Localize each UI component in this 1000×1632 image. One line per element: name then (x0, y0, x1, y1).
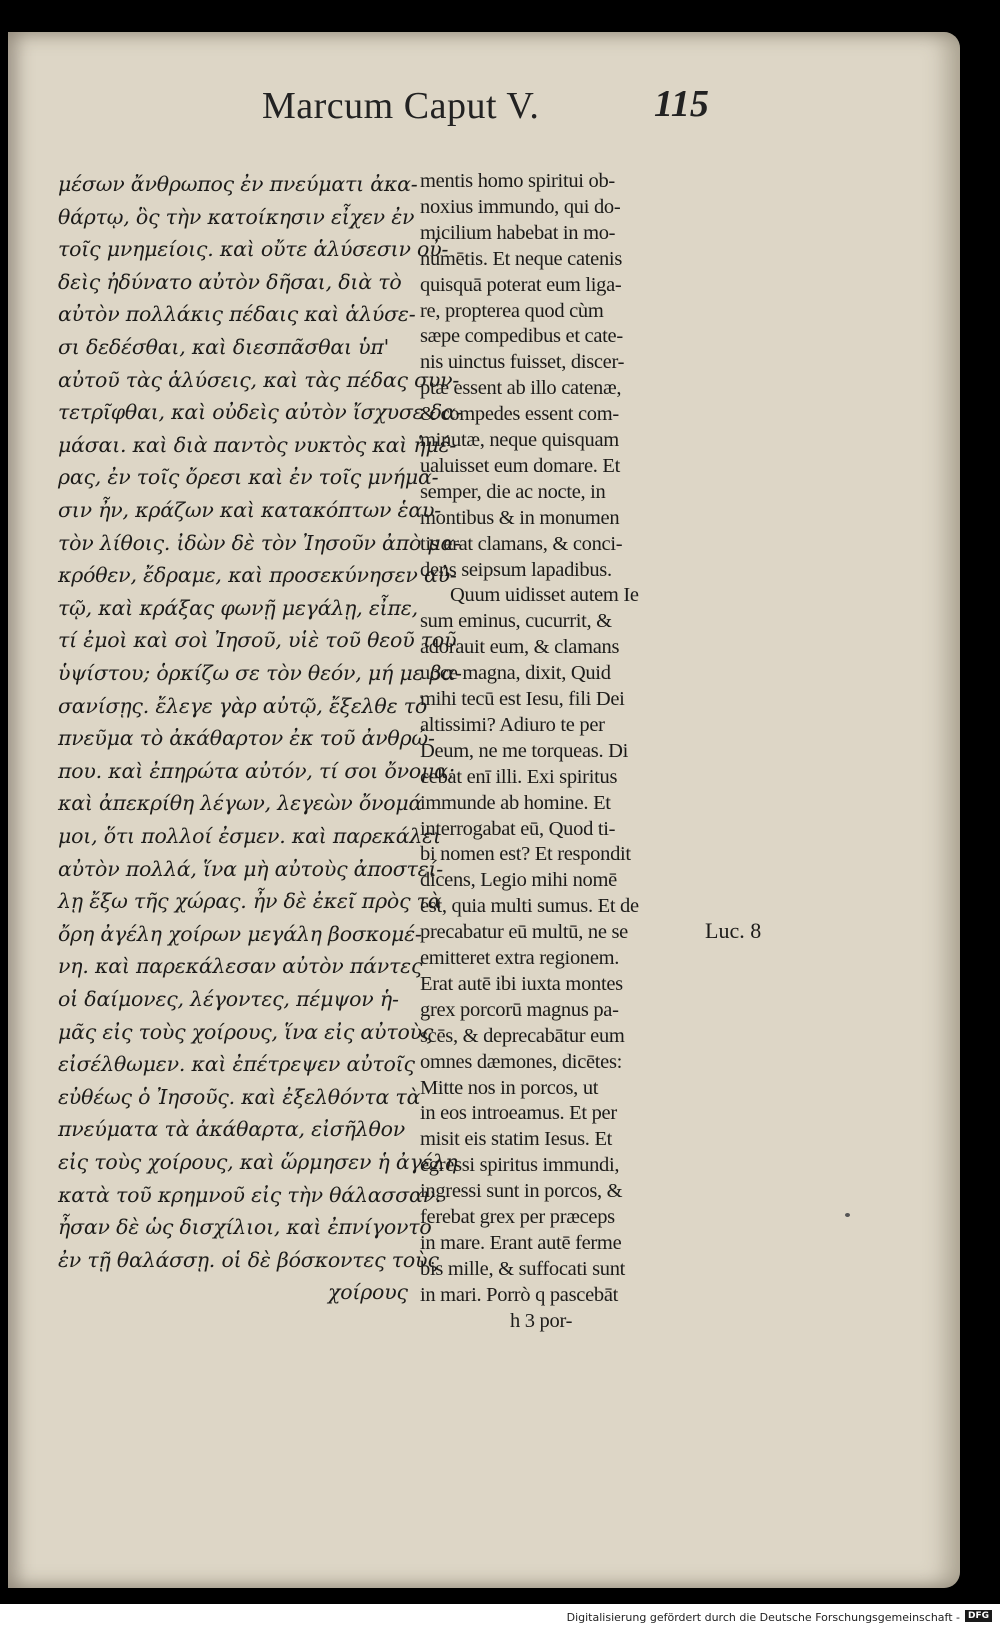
latin-line: adorauit eum, & clamans (420, 636, 620, 659)
greek-line: εἰς τοὺς χοίρους, καὶ ὥρμησεν ἡ ἀγέλη (58, 1150, 458, 1174)
latin-line: ferebat grex per præceps (420, 1206, 615, 1228)
greek-line: μέσων ἄνθρωπος ἐν πνεύματι ἀκα- (58, 172, 418, 196)
greek-line: αὐτὸν πολλά, ἵνα μὴ αὐτοὺς ἀποστεί- (58, 856, 444, 881)
greek-line: εἰσέλθωμεν. καὶ ἐπέτρεψεν αὐτοῖς (58, 1052, 415, 1077)
latin-line: & compedes essent com- (420, 403, 619, 426)
latin-line: sæpe compedibus et cate- (420, 325, 623, 348)
greek-line: εὐθέως ὁ Ἰησοῦς. καὶ ἐξελθόντα τὰ (58, 1084, 421, 1109)
latin-line: re, propterea quod cùm (420, 299, 604, 322)
greek-line: αὐτὸν πολλάκις πέδαις καὶ ἁλύσε- (58, 302, 416, 327)
latin-line: immunde ab homine. Et (420, 791, 611, 814)
latin-line: mihi tecū est Iesu, fili Dei (420, 688, 625, 710)
latin-line: noxius immundo, qui do- (420, 195, 621, 218)
running-header (262, 84, 722, 144)
greek-line: καὶ ἀπεκρίθη λέγων, λεγεὼν ὄνομά (58, 791, 423, 816)
latin-line: ptæ essent ab illo catenæ, (420, 377, 622, 400)
latin-line: bis mille, & suffocati sunt (420, 1257, 626, 1280)
greek-line: χοίρους (328, 1280, 408, 1305)
greek-line: μοι, ὅτι πολλοί ἐσμεν. καὶ παρεκάλει (58, 824, 441, 848)
greek-line: κατὰ τοῦ κρημνοῦ εἰς τὴν θάλασσαν. (58, 1182, 442, 1207)
greek-line: τῷ, καὶ κράξας φωνῇ μεγάλῃ, εἶπε, (58, 595, 418, 620)
greek-line: κρόθεν, ἔδραμε, καὶ προσεκύνησεν αὐ- (58, 563, 457, 588)
latin-line: grex porcorū magnus pa- (420, 998, 619, 1021)
latin-line: interrogabat eū, Quod ti- (420, 817, 616, 840)
ink-speck (845, 1213, 850, 1217)
latin-line: micilium habebat in mo- (420, 221, 616, 244)
running-title: Marcum Caput V. (262, 85, 540, 127)
greek-line: σιν ἦν, κράζων καὶ κατακόπτων ἑαυ- (58, 498, 441, 522)
latin-line: dens seipsum lapadibus. (420, 558, 612, 581)
latin-line: Quum uidisset autem Ie (450, 584, 639, 607)
greek-line: που. καὶ ἐπηρώτα αὐτόν, τί σοι ὄνομα; (58, 758, 455, 783)
latin-line: mentis homo spiritui ob- (420, 170, 615, 192)
margin-reference: Luc. 8 (705, 918, 762, 943)
latin-line: nis uinctus fuisset, discer- (420, 351, 625, 374)
greek-line: θάρτῳ, ὃς τὴν κατοίκησιν εἶχεν ἐν (58, 204, 415, 229)
latin-line: Deum, ne me torqueas. Di (420, 739, 628, 762)
latin-line: sum eminus, cucurrit, & (420, 610, 612, 633)
latin-line: minutæ, neque quisquam (420, 429, 619, 451)
greek-line: νη. καὶ παρεκάλεσαν αὐτὸν πάντες (58, 954, 423, 979)
latin-line: in eos introeamus. Et per (420, 1102, 617, 1125)
latin-line: uoce magna, dixit, Quid (420, 662, 611, 685)
latin-line: Mitte nos in porcos, ut (420, 1076, 599, 1099)
footer-bar (0, 1604, 1000, 1632)
funding-credit: Digitalisierung gefördert durch die Deutsche Forschungsgemeinschaft - (566, 1611, 960, 1624)
latin-line: bi nomen est? Et respondit (420, 843, 631, 866)
latin-line: ualuisset eum domare. Et (420, 454, 621, 477)
greek-line: αὐτοῦ τὰς ἁλύσεις, καὶ τὰς πέδας συν- (58, 367, 460, 392)
latin-line: emitteret extra regionem. (420, 947, 620, 969)
latin-line: altissimi? Adiuro te per (420, 713, 605, 736)
latin-line: semper, die ac nocte, in (420, 480, 606, 503)
dfg-logo: DFG (965, 1610, 992, 1622)
latin-line: tis erat clamans, & conci- (420, 532, 623, 555)
greek-line: δεὶς ἠδύνατο αὐτὸν δῆσαι, διὰ τὸ (58, 269, 402, 294)
latin-line: scēs, & deprecabātur eum (420, 1024, 625, 1047)
page-number: 115 (654, 83, 709, 125)
latin-line: numētis. Et neque catenis (420, 247, 622, 270)
greek-line: πνεύματα τὰ ἀκάθαρτα, εἰσῆλθον (58, 1117, 406, 1142)
greek-line: ρας, ἐν τοῖς ὄρεσι καὶ ἐν τοῖς μνήμα- (58, 465, 439, 490)
latin-line: Erat autē ibi iuxta montes (420, 972, 623, 995)
latin-line: egressi spiritus immundi, (420, 1154, 620, 1177)
greek-line: οἱ δαίμονες, λέγοντες, πέμψον ἡ- (58, 987, 399, 1011)
latin-line: dicens, Legio mihi nomē (420, 869, 617, 892)
greek-line: μᾶς εἰς τοὺς χοίρους, ἵνα εἰς αὐτοὺς (58, 1019, 434, 1044)
greek-line: μάσαι. καὶ διὰ παντὸς νυκτὸς καὶ ἡμέ- (58, 432, 457, 457)
latin-line: h 3 por- (510, 1309, 573, 1332)
greek-line: τοῖς μνημείοις. καὶ οὔτε ἁλύσεσιν οὐ- (58, 237, 449, 262)
latin-line: est, quia multi sumus. Et de (420, 895, 639, 918)
latin-line: omnes dæmones, dicētes: (420, 1050, 623, 1073)
latin-line: in mari. Porrò q pascebāt (420, 1283, 619, 1306)
greek-line: λῃ ἔξω τῆς χώρας. ἦν δὲ ἐκεῖ πρὸς τὰ (58, 889, 442, 914)
greek-line: ἐν τῇ θαλάσσῃ. οἱ δὲ βόσκοντες τοὺς (58, 1247, 439, 1272)
latin-line: ingressi sunt in porcos, & (420, 1180, 623, 1203)
greek-line: σανίσῃς. ἔλεγε γὰρ αὐτῷ, ἔξελθε τὸ (58, 693, 427, 718)
latin-line: quisquā poterat eum liga- (420, 273, 622, 296)
greek-line: ὑψίστου; ὁρκίζω σε τὸν θεόν, μή με βα- (58, 661, 462, 685)
latin-line: montibus & in monumen (420, 506, 620, 529)
greek-line: τετρῖφθαι, καὶ οὐδεὶς αὐτὸν ἴσχυσε δα- (58, 400, 463, 425)
greek-line: σι δεδέσθαι, καὶ διεσπᾶσθαι ὑπ' (58, 335, 390, 359)
greek-line: πνεῦμα τὸ ἀκάθαρτον ἐκ τοῦ ἀνθρώ- (58, 726, 435, 751)
greek-line: τί ἐμοὶ καὶ σοὶ Ἰησοῦ, υἱὲ τοῦ θεοῦ τοῦ (58, 628, 457, 653)
latin-line: misit eis statim Iesus. Et (420, 1128, 613, 1151)
greek-line: ὄρη ἀγέλη χοίρων μεγάλη βοσκομέ- (58, 921, 422, 946)
greek-line: τὸν λίθοις. ἰδὼν δὲ τὸν Ἰησοῦν ἀπὸ μα- (58, 530, 461, 555)
latin-line: cebat enī illi. Exi spiritus (420, 765, 618, 788)
latin-line: in mare. Erant autē ferme (420, 1231, 622, 1254)
latin-line: precabatur eū multū, ne se (420, 921, 628, 944)
greek-line: ἦσαν δὲ ὡς δισχίλιοι, καὶ ἐπνίγοντο (58, 1215, 432, 1240)
